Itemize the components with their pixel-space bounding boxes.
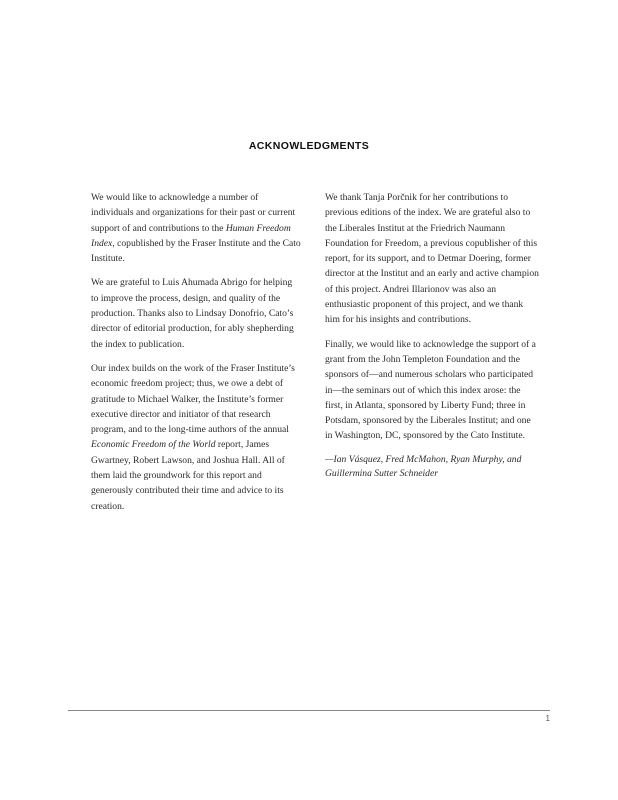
publication-title: Human Freedom Index [91, 222, 291, 249]
left-column [91, 190, 301, 523]
paragraph-sponsors-thanks: Finally, we would like to acknowledge the support of a grant from the John Templeton Foundation and the sponsors of—and numerous scholars who participated in—the seminars out of which this index arose: the first, in Atlanta, sponsored by Liberty Fund; three in Potsdam, sponsored by the Liberales Institut; and one in Washington, DC, sponsored by the Cato Institute. [325, 338, 536, 442]
right-column [325, 190, 540, 490]
paragraph-acknowledgment [91, 190, 301, 266]
page-title: ACKNOWLEDGMENTS [248, 140, 370, 152]
paragraph-production-thanks: We are grateful to Luis Ahumada Abrigo for helping to improve the process, design, and quality of the production. Thanks also to Lindsay Donofrio, Cato’s director of editorial production, for ably shepherding the index to publication. [91, 277, 294, 350]
paragraph-text: We would like to acknowledge a number of individuals and organizations for their past or current support of and contributions to the [91, 192, 296, 234]
paragraph-fraser-thanks [91, 361, 301, 514]
page-number: 1 [545, 714, 550, 723]
footer-divider [68, 710, 550, 711]
publication-title: Economic Freedom of the World [91, 439, 216, 451]
paragraph-text: , copublished by the Fraser Institute and the Cato Institute. [91, 237, 301, 265]
paragraph-text: report, James Gwartney, Robert Lawson, and Joshua Hall. All of them laid the groundwork for this report and generously contributed their time and advice to its creation. [91, 439, 285, 512]
author-signature: —Ian Vásquez, Fred McMahon, Ryan Murphy, and Guillermina Sutter Schneider [325, 453, 522, 479]
paragraph-contributors-thanks: We thank Tanja Porčnik for her contributions to previous editions of the index. We are grateful also to the Liberales Institut at the Friedrich Naumann Foundation for Freedom, a previous copublisher of this report, for its support, and to Detmar Doering, former director at the Institut and an early and active champion of this project. Andrei Illarionov was also an enthusiastic proponent of this project, and we thank him for his insights and contributions. [325, 192, 539, 326]
paragraph-text: Our index builds on the work of the Fraser Institute’s economic freedom project; thus, we owe a debt of gratitude to Michael Walker, the Institute’s former executive director and initiator of that research program, and to the long-time authors of the annual [91, 362, 295, 436]
